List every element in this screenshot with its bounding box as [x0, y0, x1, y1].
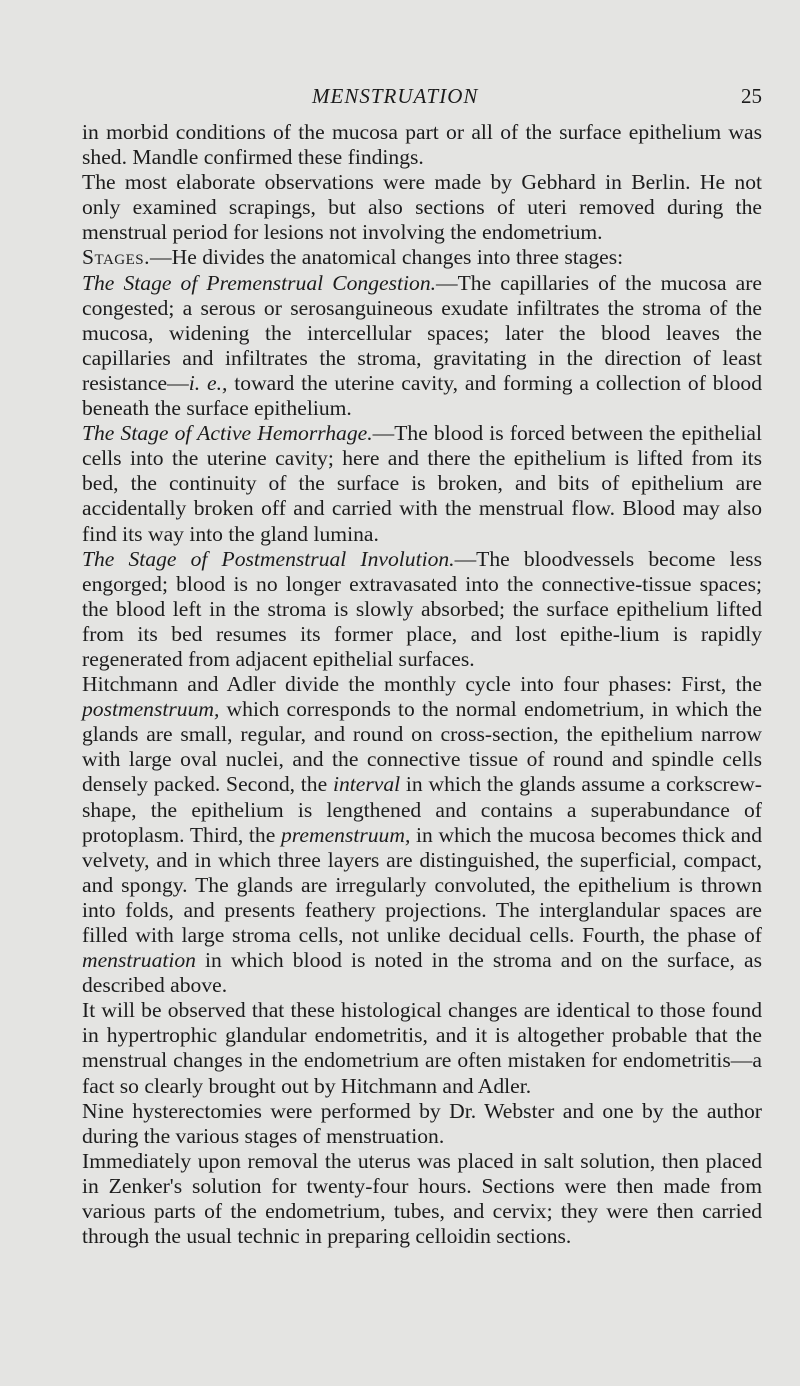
paragraph-stages: [82, 245, 762, 270]
term-premenstruum: premenstruum,: [281, 822, 411, 847]
paragraph-text: in morbid conditions of the mucosa part or all of the surface epithelium was shed. Mandle confirmed these findings.: [82, 120, 762, 170]
paragraph-hysterectomies: [82, 1099, 762, 1149]
paragraph-text: —The bloodvessels become less engorged; blood is no longer extravasated into the connective-tissue spaces; the blood left in the stroma is slowly absorbed; the surface epithelium lifted from its bed resumes its former place, and lost epithe-lium is rapidly regenerated from adjacent epithelial surfaces.: [82, 546, 762, 671]
term-postmenstruum: postmenstruum,: [82, 697, 220, 722]
stage-heading-premenstrual-congestion: The Stage of Premenstrual Congestion.: [82, 270, 437, 295]
paragraph-histological-changes: [82, 998, 762, 1098]
paragraph-premenstrual-congestion: [82, 271, 762, 422]
emphasis-ie: i. e.,: [188, 370, 228, 395]
term-interval: interval: [332, 772, 401, 797]
paragraph-text: —The capillaries of the mucosa are congested; a serous or serosanguineous exudate infiltrates the stroma of the mucosa, widening the intercellular spaces; later the blood leaves the capillaries and infiltrates the stroma, gravitating in the direction of least resistance—: [82, 270, 763, 395]
paragraph-text: It will be observed that these histological changes are identical to those found in hypertrophic glandular endometritis, and it is altogether probable that the menstrual changes in the endometrium are often mistaken for endometritis—a fact so clearly brought out by Hitchmann and Adler.: [82, 998, 762, 1098]
paragraph-text: Hitchmann and Adler divide the monthly cycle into four phases: First, the: [82, 672, 762, 697]
paragraph-text: Nine hysterectomies were performed by Dr. Webster and one by the author during the various stages of menstruation.: [82, 1098, 762, 1148]
section-lead-stages: Stages.: [82, 245, 151, 270]
paragraph-gebhard: [82, 170, 762, 245]
paragraph-text-continued: toward the uterine cavity, and forming a collection of blood beneath the surface epithelium.: [82, 370, 762, 421]
paragraph-text: The most elaborate observations were made by Gebhard in Berlin. He not only examined scrapings, but also sections of uteri removed during the menstrual period for lesions not involving the endometrium.: [82, 170, 762, 245]
paragraph-active-hemorrhage: [82, 421, 762, 546]
paragraph-text: in which the mucosa becomes thick and velvety, and in which three layers are distinguished, the superficial, compact, and spongy. The glands are irregularly convoluted, the epithelium is thrown into folds, and presents feathery projections. The interglandular spaces are filled with large stroma cells, not unlike decidual cells. Fourth, the phase of: [82, 822, 762, 947]
running-head: [82, 84, 762, 110]
page-number: 25: [741, 84, 762, 108]
paragraph-removal-procedure: [82, 1149, 762, 1249]
body-text: [82, 120, 762, 1249]
running-title: MENSTRUATION: [312, 84, 479, 108]
paragraph-postmenstrual-involution: [82, 547, 762, 672]
paragraph-text: —He divides the anatomical changes into three stages:: [150, 245, 624, 270]
paragraph-morbid-conditions: [82, 120, 762, 170]
term-menstruation: menstruation: [82, 948, 196, 973]
paragraph-text: in which the glands assume a corkscrew-shape, the epithelium is lengthened and contains a superabundance of protoplasm. Third, the: [82, 772, 762, 847]
stage-heading-active-hemorrhage: The Stage of Active Hemorrhage.: [82, 421, 373, 446]
paragraph-text: —The blood is forced between the epithelial cells into the uterine cavity; here and there the epithelium is lifted from its bed, the continuity of the surface is broken, and bits of epithelium are accidentally broken off and carried with the menstrual flow. Blood may also find its way into the gland lumina.: [82, 421, 762, 546]
paragraph-text: in which blood is noted in the stroma and on the surface, as described above.: [82, 948, 762, 998]
paragraph-text: which corresponds to the normal endometrium, in which the glands are small, regular, and round on cross-section, the epithelium narrow with large oval nuclei, and the connective tissue of round and spindle cells densely packed. Second, the: [82, 697, 762, 797]
paragraph-hitchmann-adler-phases: [82, 672, 762, 998]
stage-heading-postmenstrual-involution: The Stage of Postmenstrual Involution.: [82, 546, 455, 571]
paragraph-text: Immediately upon removal the uterus was placed in salt solution, then placed in Zenker's solution for twenty-four hours. Sections were then made from various parts of the endometrium, tubes, and cervix; they were then carried through the usual technic in preparing celloidin sections.: [82, 1148, 762, 1249]
